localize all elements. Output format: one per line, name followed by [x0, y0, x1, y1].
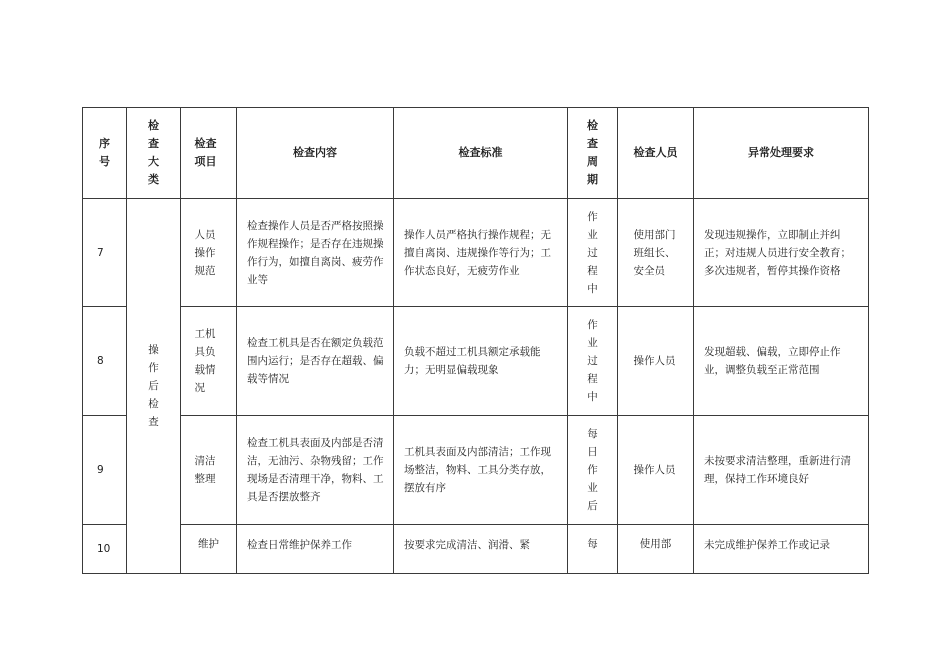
table-row [83, 199, 869, 307]
header-handling: 异常处理要求 [694, 108, 869, 199]
row-cycle: 每 [568, 525, 618, 574]
header-cycle: 检查周期 [568, 108, 618, 199]
row-handling: 发现违规操作，立即制止并纠正；对违规人员进行安全教育；多次违规者，暂停其操作资格 [694, 199, 869, 307]
row-cycle: 每日作业后 [568, 416, 618, 525]
table-header-row [83, 108, 869, 199]
row-item: 清洁整理 [181, 416, 237, 525]
row-handling: 未完成维护保养工作或记录 [694, 525, 869, 574]
header-category: 检查大类 [127, 108, 181, 199]
header-item: 检查项目 [181, 108, 237, 199]
header-inspector: 检查人员 [618, 108, 694, 199]
row-content: 检查操作人员是否严格按照操作规程操作；是否存在违规操作行为，如擅自离岗、疲劳作业等 [237, 199, 394, 307]
table-row [83, 525, 869, 574]
row-seq: 7 [83, 199, 127, 307]
row-cycle: 作业过程中 [568, 199, 618, 307]
header-seq: 序号 [83, 108, 127, 199]
row-inspector: 操作人员 [618, 307, 694, 416]
header-standard: 检查标准 [394, 108, 568, 199]
row-item: 维护 [181, 525, 237, 574]
row-inspector: 使用部门班组长、安全员 [618, 199, 694, 307]
row-standard: 操作人员严格执行操作规程；无擅自离岗、违规操作等行为；工作状态良好，无疲劳作业 [394, 199, 568, 307]
row-handling: 发现超载、偏载，立即停止作业，调整负载至正常范围 [694, 307, 869, 416]
row-handling: 未按要求清洁整理，重新进行清理，保持工作环境良好 [694, 416, 869, 525]
inspection-table [82, 107, 869, 574]
row-item: 人员操作规范 [181, 199, 237, 307]
row-seq: 8 [83, 307, 127, 416]
row-inspector: 操作人员 [618, 416, 694, 525]
row-seq: 9 [83, 416, 127, 525]
row-inspector: 使用部 [618, 525, 694, 574]
row-standard: 工机具表面及内部清洁；工作现场整洁，物料、工具分类存放，摆放有序 [394, 416, 568, 525]
row-cycle: 作业过程中 [568, 307, 618, 416]
row-standard: 负载不超过工机具额定承载能力；无明显偏载现象 [394, 307, 568, 416]
row-seq: 10 [83, 525, 127, 574]
row-content: 检查工机具是否在额定负载范围内运行；是否存在超载、偏载等情况 [237, 307, 394, 416]
merged-category-cell: 操作后检查 [127, 199, 181, 574]
row-content: 检查日常维护保养工作 [237, 525, 394, 574]
table-row [83, 416, 869, 525]
table-row [83, 307, 869, 416]
header-content: 检查内容 [237, 108, 394, 199]
row-item: 工机具负载情况 [181, 307, 237, 416]
row-content: 检查工机具表面及内部是否清洁，无油污、杂物残留；工作现场是否清理干净，物料、工具是否摆放整齐 [237, 416, 394, 525]
row-standard: 按要求完成清洁、润滑、紧 [394, 525, 568, 574]
